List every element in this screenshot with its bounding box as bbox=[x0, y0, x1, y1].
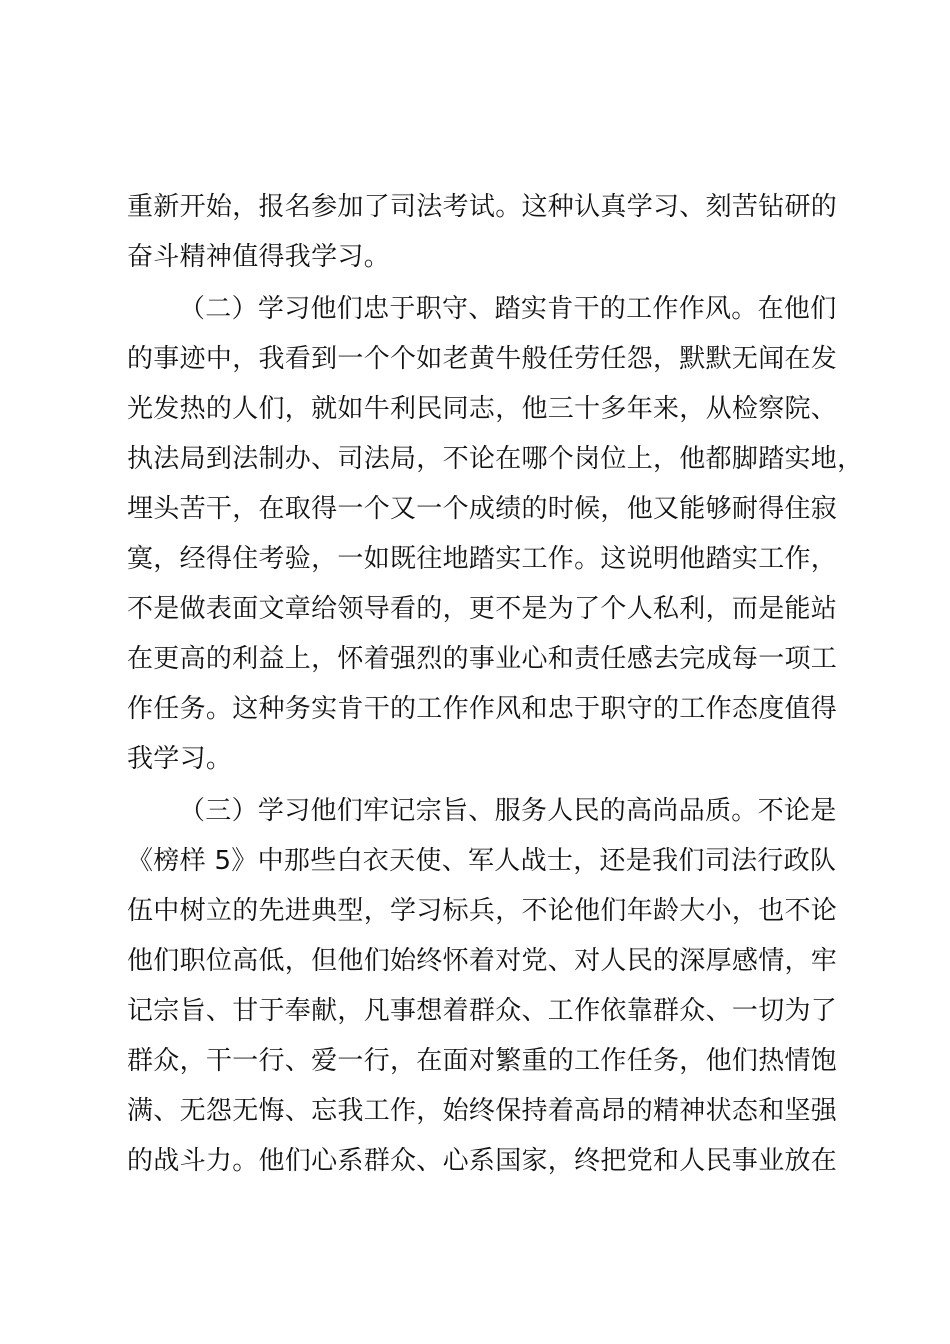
text-line: 的战斗力。他们心系群众、心系国家，终把党和人民事业放在 bbox=[127, 1146, 838, 1176]
text-line: 执法局到法制办、司法局，不论在哪个岗位上，他都脚踏实地， bbox=[127, 444, 864, 474]
text-line: 满、无怨无悔、忘我工作，始终保持着高昂的精神状态和坚强 bbox=[127, 1096, 838, 1126]
text-line: （三）学习他们牢记宗旨、服务人民的高尚品质。不论是 bbox=[179, 796, 837, 826]
text-line: 他们职位高低，但他们始终怀着对党、对人民的深厚感情，牢 bbox=[127, 946, 838, 976]
text-line: 不是做表面文章给领导看的，更不是为了个人私利，而是能站 bbox=[127, 594, 838, 624]
paragraph-2 bbox=[127, 284, 864, 784]
text-line: 记宗旨、甘于奉献，凡事想着群众、工作依靠群众、一切为了 bbox=[127, 996, 838, 1026]
body-text bbox=[127, 182, 864, 1186]
text-line: 的事迹中，我看到一个个如老黄牛般任劳任怨，默默无闻在发 bbox=[127, 344, 838, 374]
text-line: （二）学习他们忠于职守、踏实肯干的工作作风。在他们 bbox=[179, 294, 837, 324]
paragraph-1 bbox=[127, 182, 857, 282]
text-line: 《榜样 5》中那些白衣天使、军人战士，还是我们司法行政队 bbox=[127, 846, 837, 876]
text-line: 寞，经得住考验，一如既往地踏实工作。这说明他踏实工作， bbox=[127, 544, 838, 574]
text-line: 群众，干一行、爱一行，在面对繁重的工作任务，他们热情饱 bbox=[127, 1046, 838, 1076]
text-line: 作任务。这种务实肯干的工作作风和忠于职守的工作态度值得 bbox=[127, 694, 838, 724]
text-line: 埋头苦干，在取得一个又一个成绩的时候，他又能够耐得住寂 bbox=[127, 494, 838, 524]
paragraph-3 bbox=[127, 786, 857, 1186]
text-line: 伍中树立的先进典型，学习标兵，不论他们年龄大小，也不论 bbox=[127, 896, 838, 926]
text-line: 重新开始，报名参加了司法考试。这种认真学习、刻苦钻研的 bbox=[127, 192, 838, 222]
text-line: 我学习。 bbox=[127, 744, 233, 774]
text-line: 在更高的利益上，怀着强烈的事业心和责任感去完成每一项工 bbox=[127, 644, 838, 674]
text-line: 奋斗精神值得我学习。 bbox=[127, 242, 391, 272]
text-line: 光发热的人们，就如牛利民同志，他三十多年来，从检察院、 bbox=[127, 394, 838, 424]
